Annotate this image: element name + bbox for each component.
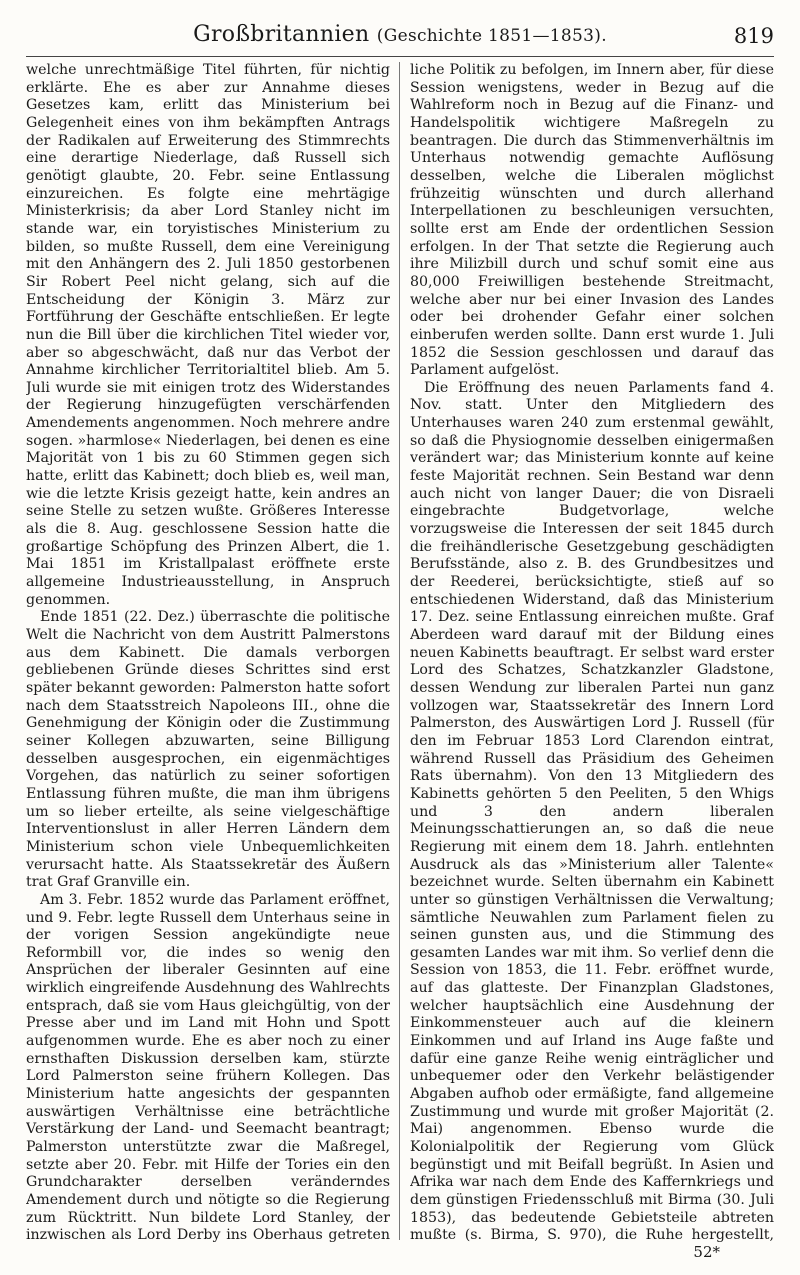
running-title-subtitle: (Geschichte 1851—1853).: [376, 26, 607, 46]
running-title-main: Großbritannien: [193, 22, 370, 47]
paragraph-right-1: liche Politik zu befolgen, im Innern aber, für diese Session wenigstens, weder in Bezug auf die Wahlreform noch in Bezug auf die Finanz- und Handelspolitik wichtigere Maßregeln zu beantragen. Die durch das Stimmenverhältnis im Unterhaus notwendig gemachte Auflösung desselben, welche die Liberalen möglichst frühzeitig wünschten und durch allerhand Interpellationen zu beschleunigen versuchten, sollte erst am Ende der ordentlichen Session erfolgen. In der That setzte die Regierung auch ihre Milizbill durch und schuf somit eine aus 80,000 Freiwilligen bestehende Streitmacht, welche aber nur bei einer Invasion des Landes oder bei drohender Gefahr einer solchen einberufen werden sollte. Dann erst wurde 1. Juli 1852 die Session geschlossen und darauf das Parlament aufgelöst.: [410, 62, 774, 379]
right-column: [410, 62, 774, 1242]
column-divider: [399, 62, 400, 1240]
page-number: 819: [733, 24, 774, 48]
left-column: [26, 62, 390, 1242]
paragraph-left-1: welche unrechtmäßige Titel führten, für nichtig erklärte. Ehe es aber zur Annahme dieses Gesetzes kam, erlitt das Ministerium bei Gelegenheit eines von ihm bekämpften Antrags der Radikalen auf Erweiterung des Stimmrechts eine derartige Niederlage, daß Russell sich genötigt glaubte, 20. Febr. seine Entlassung einzureichen. Es folgte eine mehrtägige Ministerkrisis; da aber Lord Stanley nicht im stande war, ein toryistisches Ministerium zu bilden, so mußte Russell, dem eine Vereinigung mit den Anhängern des 2. Juli 1850 gestorbenen Sir Robert Peel nicht gelang, sich auf die Entscheidung der Königin 3. März zur Fortführung der Geschäfte entschließen. Er legte nun die Bill über die kirchlichen Titel wieder vor, aber so abgeschwächt, daß nur das Verbot der Annahme kirchlicher Territorialtitel blieb. Am 5. Juli wurde sie mit einigen trotz des Widerstandes der Regierung hinzugefügten verschärfenden Amendements angenommen. Noch mehrere andre sogen. »harmlose« Niederlagen, bei denen es eine Majorität von 1 bis zu 60 Stimmen gegen sich hatte, erlitt das Kabinett; doch blieb es, weil man, wie die letzte Krisis gezeigt hatte, kein andres an seine Stelle zu setzen wußte. Größeres Interesse als die 8. Aug. geschlossene Session hatte die großartige Schöpfung des Prinzen Albert, die 1. Mai 1851 im Kristallpalast eröffnete erste allgemeine Industrieausstellung, in Anspruch genommen.: [26, 62, 390, 608]
paragraph-left-2: Ende 1851 (22. Dez.) überraschte die politische Welt die Nachricht von dem Austritt Palmerstons aus dem Kabinett. Die damals verborgen gebliebenen Gründe dieses Schrittes sind erst später bekannt geworden: Palmerston hatte sofort nach dem Staatsstreich Napoleons III., ohne die Genehmigung der Königin oder die Zustimmung seiner Kollegen abzuwarten, seine Billigung desselben ausgesprochen, ein eigenmächtiges Vorgehen, das natürlich zu seiner sofortigen Entlassung führen mußte, die man ihm übrigens um so lieber erteilte, als seine vielgeschäftige Interventionslust in aller Herren Ländern dem Ministerium schon viele Unbequemlichkeiten verursacht hatte. Als Staatssekretär des Äußern trat Graf Granville ein.: [26, 609, 390, 891]
header-rule: [26, 56, 774, 57]
paragraph-left-3: Am 3. Febr. 1852 wurde das Parlament eröffnet, und 9. Febr. legte Russell dem Unterhaus seine in der vorigen Session angekündigte neue Reformbill vor, die indes so wenig den Ansprüchen der liberaler Gesinnten auf eine wirklich eingreifende Ausdehnung des Wahlrechts entsprach, daß sie vom Haus gleichgültig, von der Presse aber und im Land mit Hohn und Spott aufgenommen wurde. Ehe es aber noch zu einer ernsthaften Diskussion derselben kam, stürzte Lord Palmerston seine frühern Kollegen. Das Ministerium hatte angesichts der gespannten auswärtigen Verhältnisse eine beträchtliche Verstärkung der Land- und Seemacht beantragt; Palmerston unterstützte zwar die Maßregel, setzte aber 20. Febr. mit Hilfe der Tories ein den Grundcharakter derselben veränderndes Amendement durch und nötigte so die Regierung zum Rücktritt. Nun bildete Lord Stanley, der inzwischen als Lord Derby ins Oberhaus getreten: [26, 891, 390, 1242]
paragraph-right-2: Die Eröffnung des neuen Parlaments fand 4. Nov. statt. Unter den Mitgliedern des Unterhauses waren 240 zum erstenmal gewählt, so daß die Physiognomie desselben einigermaßen verändert war; das Ministerium konnte auf keine feste Majorität rechnen. Sein Bestand war denn auch nicht von langer Dauer; die von Disraeli eingebrachte Budgetvorlage, welche vorzugsweise die Interessen der seit 1845 durch die freihändlerische Gesetzgebung geschädigten Berufsstände, also z. B. des Grundbesitzes und der Reederei, berücksichtigte, stieß auf so entschiedenen Widerstand, daß das Ministerium 17. Dez. seine Entlassung einreichen mußte. Graf Aberdeen ward darauf mit der Bildung eines neuen Kabinetts beauftragt. Er selbst ward erster Lord des Schatzes, Schatzkanzler Gladstone, dessen Wendung zur liberalen Partei nun ganz vollzogen war, Staatssekretär des Innern Lord Palmerston, des Auswärtigen Lord J. Russell (für den im Februar 1853 Lord Clarendon eintrat, während Russell das Präsidium des Geheimen Rats übernahm). Von den 13 Mitgliedern des Kabinetts gehörten 5 den Peeliten, 5 den Whigs und 3 den andern liberalen Meinungsschattierungen an, so daß die neue Regierung mit einem dem 18. Jahrh. entlehnten Ausdruck als das »Ministerium aller Talente« bezeichnet wurde. Selten übernahm ein Kabinett unter so günstigen Verhältnissen die Verwaltung; sämtliche Neuwahlen zum Parlament fielen zu seinen gunsten aus, und die Stimmung des gesamten Landes war mit ihm. So verlief denn die Session von 1853, die 11. Febr. eröffnet wurde, auf das glatteste. Der Finanzplan Gladstones, welcher hauptsächlich eine Ausdehnung der Einkommensteuer auch auf die kleinern Einkommen und auf Irland ins Auge faßte und dafür eine ganze Reihe wenig einträglicher und unbequemer oder den Verkehr belästigender Abgaben aufhob oder ermäßigte, fand allgemeine Zustimmung und wurde mit großer Majorität (2. Mai) angenommen. Ebenso wurde die Kolonialpolitik der Regierung vom Glück begünstigt und mit Beifall begrüßt. In Asien und Afrika war nach dem Ende des Kaffernkriegs und dem günstigen Friedensschluß mit Birma (30. Juli 1853), das bedeutende Gebietsteile abtreten mußte (s. Birma, S. 970), die Ruhe hergestellt,: [410, 379, 774, 1242]
running-title: [26, 22, 774, 47]
page-header: [26, 22, 774, 56]
signature-mark: 52*: [693, 1243, 720, 1261]
